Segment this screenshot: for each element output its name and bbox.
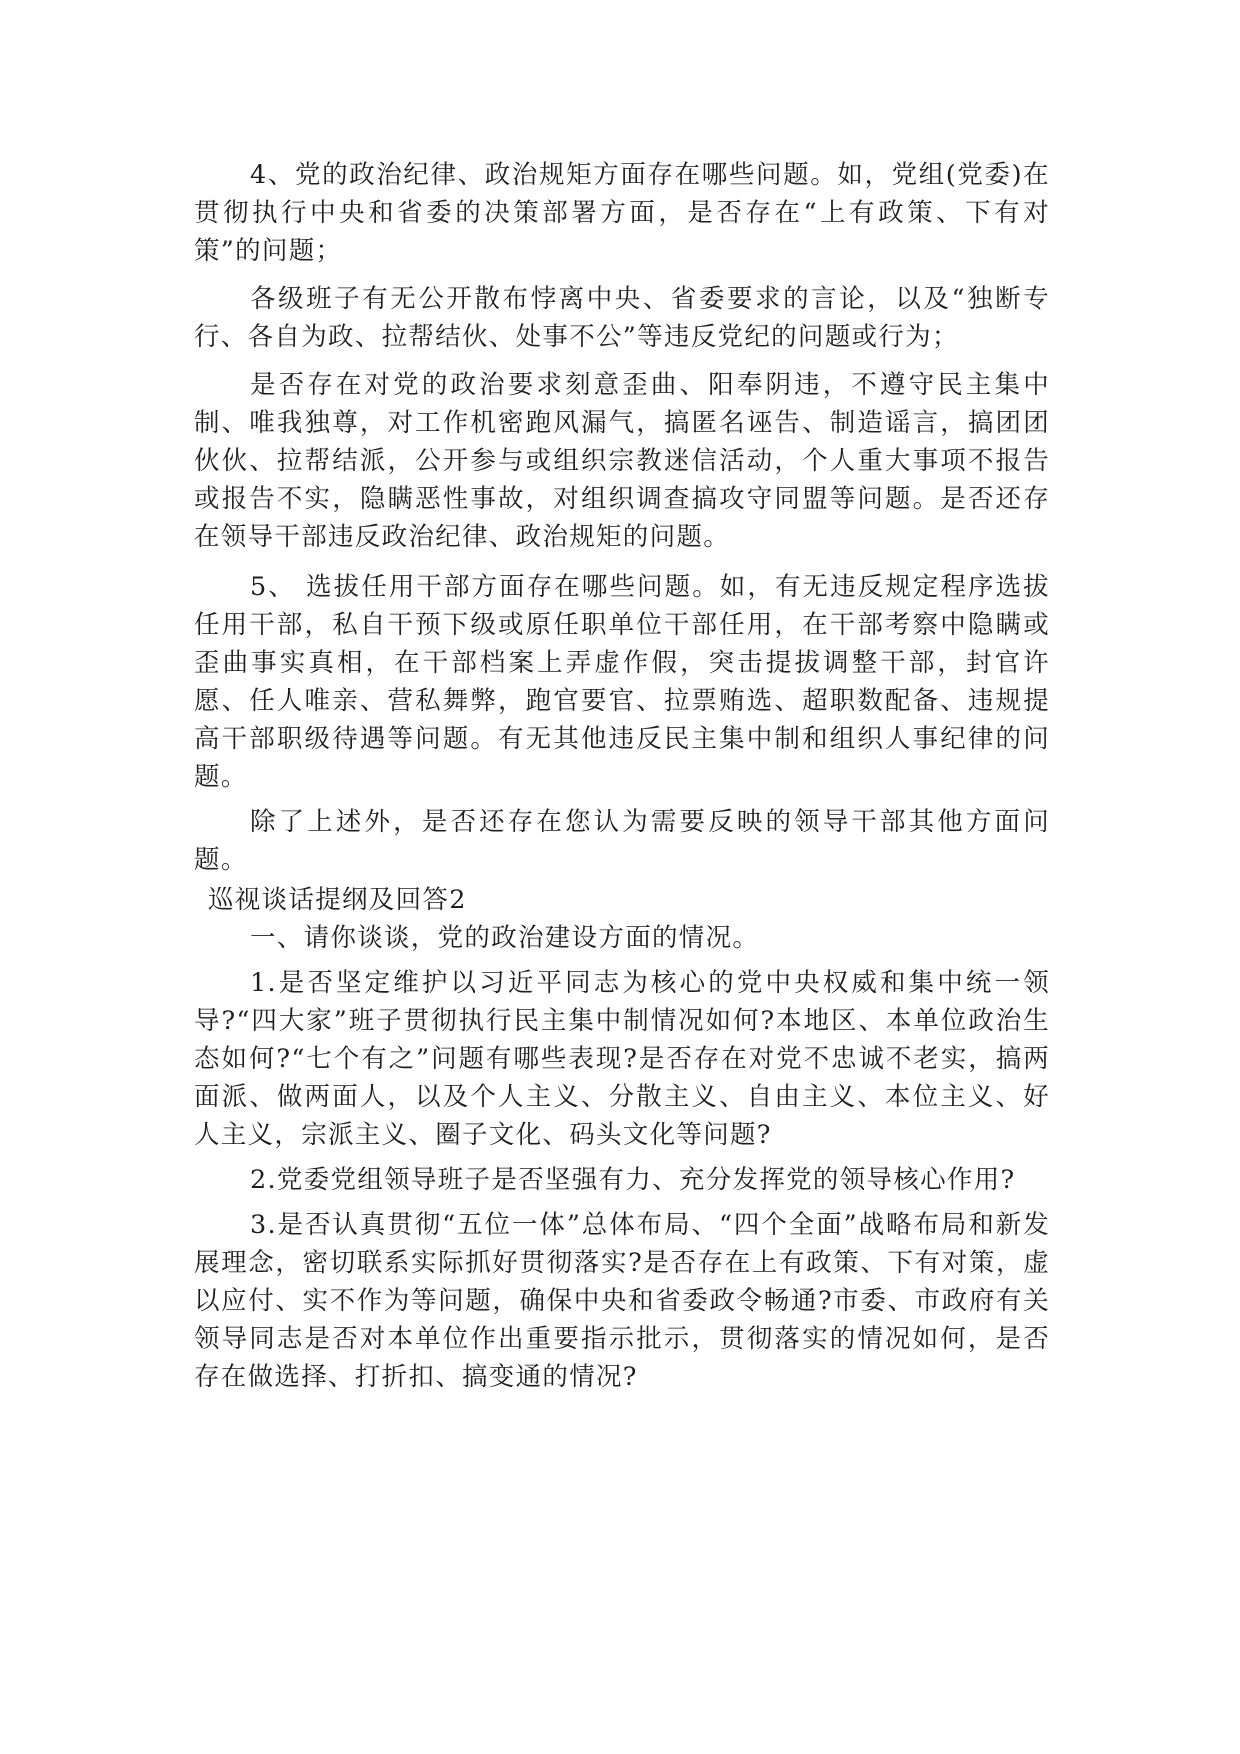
paragraph-section-intro: 一、请你谈谈，党的政治建设方面的情况。 — [250, 923, 760, 953]
paragraph-question-1: 1.是否坚定维护以习近平同志为核心的党中央权威和集中统一领导?“四大家”班子贯彻执行民主集中制情况如何?本地区、本单位政治生态如何?“七个有之”问题有哪些表现?是否存在对党不忠诚不老实，搞两面派、做两面人，以及个人主义、分散主义、自由主义、本位主义、好人主义，宗派主义、圈子文化、码头文化等问题? — [194, 968, 1050, 1150]
section-heading: 巡视谈话提纲及回答2 — [208, 885, 467, 915]
paragraph-other-issues: 除了上述外，是否还存在您认为需要反映的领导干部其他方面问题。 — [194, 807, 1050, 875]
paragraph-item-4-political-discipline: 4、党的政治纪律、政治规矩方面存在哪些问题。如，党组(党委)在贯彻执行中央和省委的决策部署方面，是否存在“上有政策、下有对策”的问题； — [194, 160, 1050, 266]
paragraph-item-5-cadre-selection: 5、 选拔任用干部方面存在哪些问题。如，有无违反规定程序选拔任用干部，私自干预下级或原任职单位干部任用，在干部考察中隐瞒或歪曲事实真相，在干部档案上弄虚作假，突击提拔调整干部，封官许愿、任人唯亲、营私舞弊，跑官要官、拉票贿选、超职数配备、违规提高干部职级待遇等问题。有无其他违反民主集中制和组织人事纪律的问题。 — [194, 572, 1050, 792]
paragraph-question-2: 2.党委党组领导班子是否坚强有力、充分发挥党的领导核心作用? — [250, 1165, 1016, 1195]
document-body — [194, 156, 1050, 1396]
paragraph-question-3: 3.是否认真贯彻“五位一体”总体布局、“四个全面”战略布局和新发展理念，密切联系实际抓好贯彻落实?是否存在上有政策、下有对策，虚以应付、实不作为等问题，确保中央和省委政令畅通?市委、市政府有关领导同志是否对本单位作出重要指示批示，贯彻落实的情况如何，是否存在做选择、打折扣、搞变通的情况? — [194, 1210, 1050, 1392]
paragraph-distortion-issues: 是否存在对党的政治要求刻意歪曲、阳奉阴违，不遵守民主集中制、唯我独尊，对工作机密跑风漏气，搞匿名诬告、制造谣言，搞团团伙伙、拉帮结派，公开参与或组织宗教迷信活动，个人重大事项不报告或报告不实，隐瞒恶性事故，对组织调查搞攻守同盟等问题。是否还存在领导干部违反政治纪律、政治规矩的问题。 — [194, 370, 1050, 552]
paragraph-leadership-remarks: 各级班子有无公开散布悖离中央、省委要求的言论，以及“独断专行、各自为政、拉帮结伙、处事不公”等违反党纪的问题或行为； — [194, 284, 1050, 352]
